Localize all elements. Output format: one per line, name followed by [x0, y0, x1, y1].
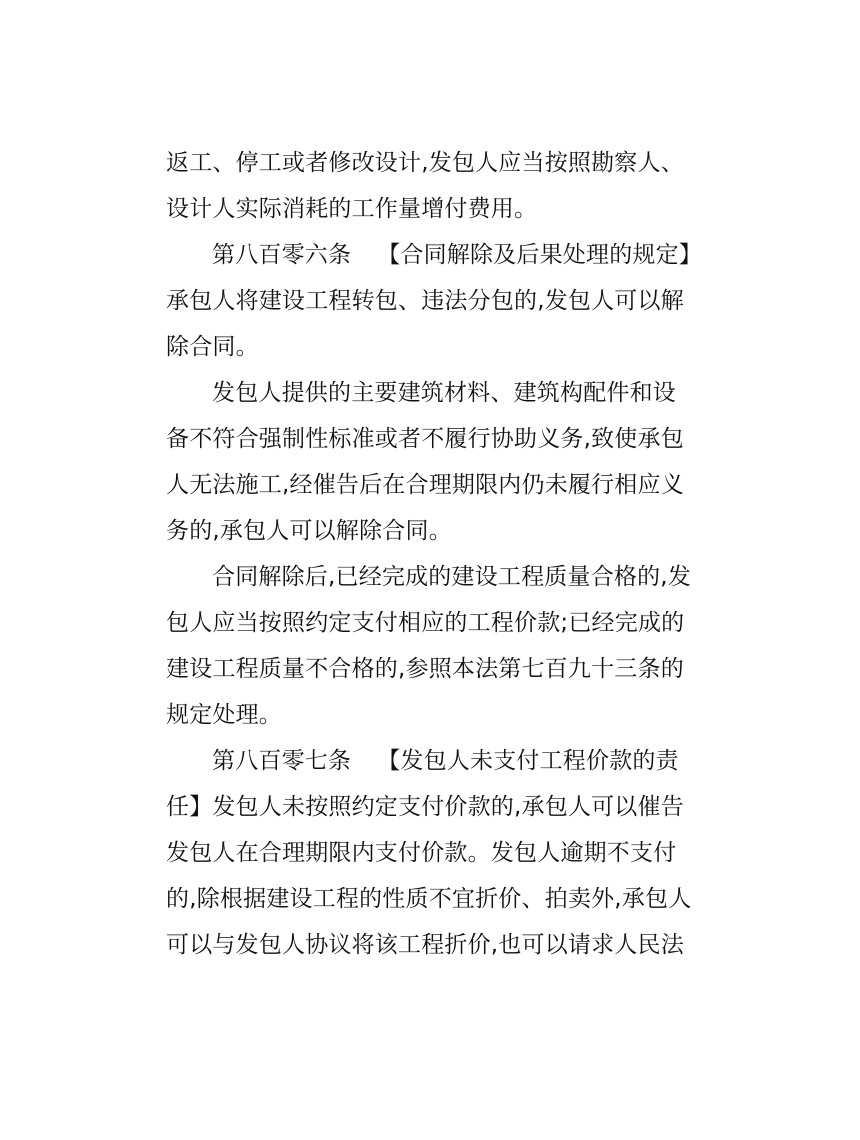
- text-line: 可以与发包人协议将该工程折价,也可以请求人民法: [166, 932, 684, 958]
- text-line: 发包人在合理期限内支付价款。发包人逾期不支付: [166, 840, 677, 866]
- article-number: 第八百零七条: [212, 748, 352, 774]
- text-line: 承包人将建设工程转包、违法分包的,发包人可以解: [166, 288, 684, 314]
- text-line: 规定处理。: [166, 702, 282, 728]
- article-title: 【发包人未支付工程价款的责: [377, 748, 679, 774]
- article-number: 第八百零六条: [212, 242, 352, 268]
- article-heading-807: [166, 738, 696, 784]
- text-line: 的,除根据建设工程的性质不宜折价、拍卖外,承包人: [166, 886, 692, 912]
- article-title: 【合同解除及后果处理的规定】: [377, 242, 703, 268]
- text-line: 设计人实际消耗的工作量增付费用。: [166, 196, 538, 222]
- text-line: 任】发包人未按照约定支付价款的,承包人可以催告: [166, 794, 684, 820]
- text-line: 人无法施工,经催告后在合理期限内仍未履行相应义: [166, 472, 684, 498]
- document-body: [166, 140, 703, 968]
- text-line: 返工、停工或者修改设计,发包人应当按照勘察人、: [166, 150, 684, 176]
- text-line: 除合同。: [166, 334, 259, 360]
- text-line: 备不符合强制性标准或者不履行协助义务,致使承包: [166, 426, 684, 452]
- text-line: 包人应当按照约定支付相应的工程价款;已经完成的: [166, 610, 685, 636]
- text-line: 务的,承包人可以解除合同。: [166, 518, 452, 544]
- text-line: 发包人提供的主要建筑材料、建筑构配件和设: [212, 380, 676, 406]
- text-line: 合同解除后,已经完成的建设工程质量合格的,发: [212, 564, 692, 590]
- article-heading-806: [166, 232, 703, 278]
- text-line: 建设工程质量不合格的,参照本法第七百九十三条的: [166, 656, 684, 682]
